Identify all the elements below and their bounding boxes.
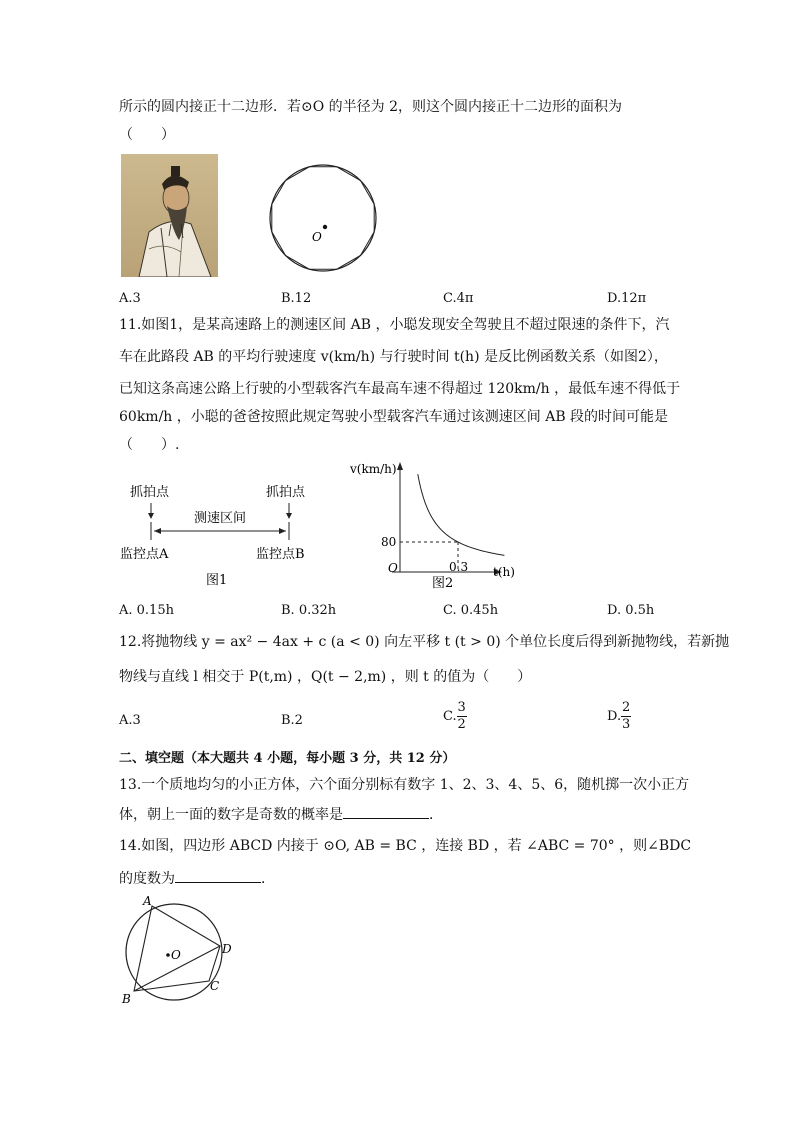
q14-label-b: B [122, 992, 131, 1006]
q12-option-a: A.3 [119, 713, 141, 728]
q14-answer-blank [175, 868, 261, 883]
q11-line1: 11.如图1，是某高速路上的测速区间 AB ，小聪发现安全驾驶且不超过限速的条件下，汽 [119, 317, 670, 333]
fig2-inverse-graph [348, 456, 518, 592]
q12-option-d: D. $\frac{2}{3}$ [607, 700, 631, 732]
fig2-y-tick: 80 [381, 535, 397, 549]
q14-label-d: D [222, 942, 232, 956]
q11-line2: 车在此路段 AB 的平均行驶速度 v(km/h) 与行驶时间 t(h) 是反比例函数关系（如图2）， [119, 349, 668, 365]
fig2-ylabel: v(km/h) [350, 462, 397, 476]
q10-option-d: D.12π [607, 291, 647, 306]
fig1-monitor-b: 监控点B [256, 547, 305, 562]
q10-option-c: C.4π [443, 291, 474, 306]
q12-option-c: C. $\frac{3}{2}$ [443, 700, 466, 732]
fig2-x-tick: 0.3 [449, 560, 469, 574]
fig1-snap-right: 抓拍点 [266, 485, 306, 500]
q14-label-c: C [210, 979, 220, 993]
q11-option-d: D. 0.5h [607, 603, 655, 618]
q11-line4: 60km/h ，小聪的爸爸按照此规定驾驶小型载客汽车通过该测速区间 AB 段的时间可能是 [119, 409, 669, 425]
q11-option-c: C. 0.45h [443, 603, 499, 618]
portrait-image [121, 154, 218, 277]
q10-option-b: B.12 [281, 291, 312, 306]
fig1-speed-zone [118, 478, 318, 593]
q11-line3: 已知这条高速公路上行驶的小型载客汽车最高车速不得超过 120km/h ，最低车速不得低于 [119, 381, 681, 397]
fig1-monitor-a: 监控点A [120, 547, 169, 562]
q13-line1: 13.一个质地均匀的小正方体，六个面分别标有数字 1、2、3、4、5、6，随机掷一次小正方 [119, 777, 690, 793]
q11-line5: （ ）. [119, 437, 180, 453]
circle-center-label: O [312, 230, 322, 244]
dodecagon-figure [268, 163, 378, 273]
q12-line1: 12.将抛物线 y = ax² − 4ax + c (a < 0) 向左平移 t (t > 0) 个单位长度后得到新抛物线，若新抛 [119, 634, 730, 650]
q11-option-a: A. 0.15h [119, 603, 174, 618]
q14-label-o: O [171, 948, 181, 962]
q11-option-b: B. 0.32h [281, 603, 337, 618]
fig2-caption: 图2 [432, 576, 454, 591]
q10-option-a: A.3 [119, 291, 141, 306]
q10-text: 所示的圆内接正十二边形．若⊙O 的半径为 2，则这个圆内接正十二边形的面积为 [119, 99, 623, 115]
q12-option-b: B.2 [281, 713, 303, 728]
q14-label-a: A [143, 894, 152, 908]
q14-line1: 14.如图，四边形 ABCD 内接于 ⊙O, AB = BC ，连接 BD ，若 ∠ABC = 70° ，则∠BDC [119, 838, 692, 854]
section-heading: 二、填空题（本大题共 4 小题，每小题 3 分，共 12 分） [119, 751, 456, 766]
q12-line2: 物线与直线 l 相交于 P(t,m) ，Q(t − 2,m) ，则 t 的值为（ ） [119, 669, 532, 685]
q14-line2: 的度数为 ． [119, 868, 275, 888]
fig1-snap-left: 抓拍点 [130, 485, 170, 500]
fig1-zone-label: 测速区间 [194, 511, 247, 526]
fig2-origin: O [388, 561, 398, 575]
fig2-xlabel: t(h) [493, 565, 515, 579]
q14-figure-cyclic-quad [116, 893, 241, 1008]
q13-line2: 体，朝上一面的数字是奇数的概率是 ． [119, 804, 443, 824]
q10-answer-paren: （ ） [119, 127, 175, 143]
q13-answer-blank [343, 804, 429, 819]
fig1-caption: 图1 [206, 573, 228, 588]
